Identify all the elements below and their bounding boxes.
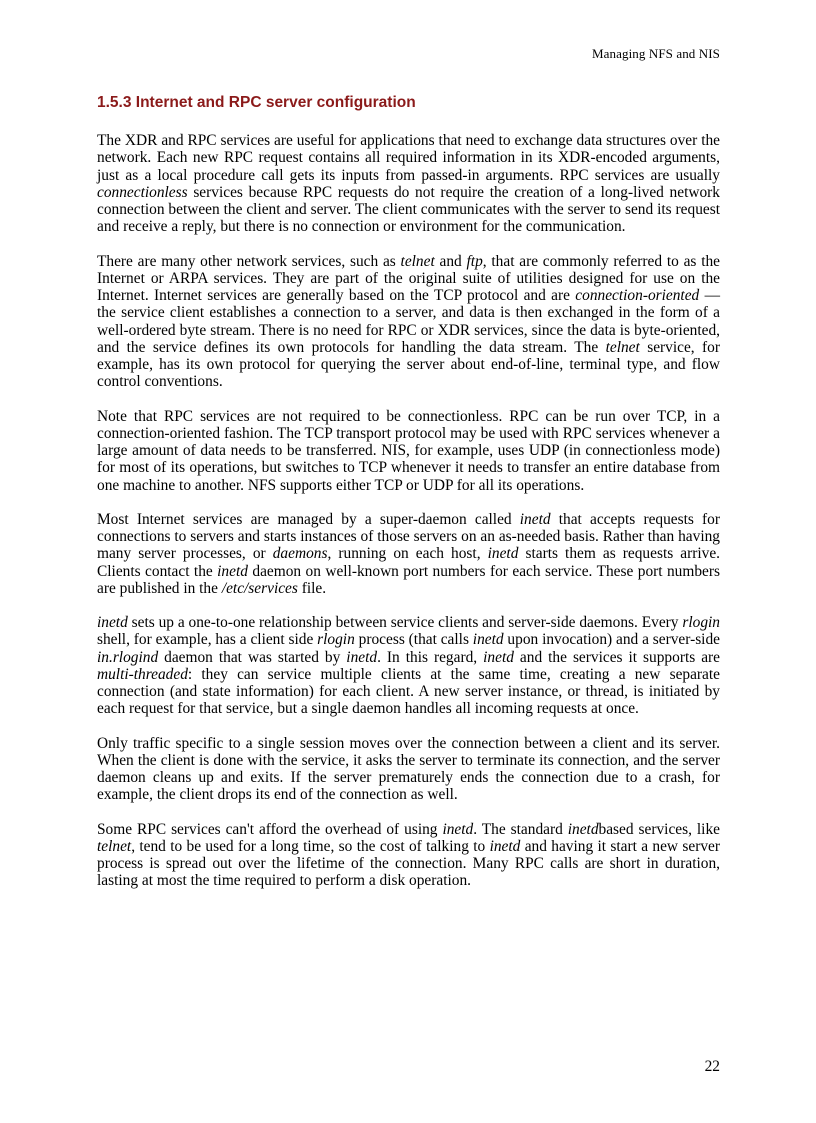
emphasis: inetd: [489, 837, 521, 855]
emphasis: inetd: [346, 648, 378, 666]
emphasis: connection-oriented: [575, 287, 700, 304]
text: and the services it supports are: [513, 648, 721, 666]
text: : they can service multiple clients at the same time, creating a new separate connection (and state information) for each client. A new server instance, or thread, is initiated by each request for that service, but a single daemon handles all incoming requests at once.: [97, 665, 720, 718]
emphasis: inetd: [217, 562, 248, 580]
text: daemon on well-known port numbers for each service. These port numbers are published in the: [97, 562, 720, 597]
text: Some RPC services can't afford the overhead of using: [97, 820, 443, 838]
emphasis: connectionless: [97, 183, 188, 201]
text: — the service client establishes a connection to a server, and data is then exchanged in the form of a well-ordered byte stream. There is no need for RPC or XDR services, since the data is byte-oriented, and the service defines its own protocols for handling the data stream. The: [97, 287, 720, 356]
paragraph-6: [97, 735, 720, 804]
text: process (that calls: [354, 631, 473, 649]
running-header: Managing NFS and NIS: [591, 46, 720, 61]
emphasis: ftp: [466, 252, 483, 270]
emphasis: inetd: [567, 820, 599, 838]
text: sets up a one-to-one relationship between service clients and server-side daemons. Every: [127, 614, 683, 631]
section-title: 1.5.3 Internet and RPC server configuration: [97, 94, 416, 111]
paragraph-3: [97, 408, 720, 494]
paragraph-5: [97, 614, 720, 718]
emphasis: telnet: [97, 837, 132, 855]
text: , running on each host,: [327, 545, 488, 563]
paragraph-7: [97, 821, 720, 890]
paragraph-1: [97, 132, 720, 236]
text: There are many other network services, such as: [97, 252, 401, 270]
paragraph-4: [97, 511, 720, 597]
emphasis: inetd: [442, 820, 474, 838]
emphasis: daemons: [272, 545, 328, 563]
text: daemon that was started by: [158, 648, 347, 666]
text: service, for example, has its own protocol for querying the server about end-of-line, terminal type, and flow control conventions.: [97, 338, 720, 391]
text: file.: [297, 579, 327, 597]
text: based services, like: [598, 820, 720, 838]
emphasis: inetd: [472, 631, 504, 649]
text: starts them as requests arrive. Clients contact the: [97, 545, 721, 580]
text: and having it start a new server process is spread out over the lifetime of the connection. Many RPC calls are short in duration, lasting at most the time required to perform a disk operation.: [97, 837, 720, 890]
body-text: [97, 132, 720, 907]
emphasis: telnet: [400, 252, 435, 270]
emphasis: telnet: [605, 338, 640, 356]
paragraph-2: [97, 253, 720, 391]
text: , tend to be used for a long time, so the cost of talking to: [131, 837, 490, 855]
emphasis: multi-threaded: [97, 665, 188, 683]
emphasis: inetd: [487, 545, 519, 563]
text: upon invocation) and a server-side: [503, 631, 720, 649]
emphasis: rlogin: [682, 614, 720, 631]
text: . The standard: [473, 820, 568, 838]
text: Most Internet services are managed by a super-daemon called: [97, 510, 520, 528]
emphasis: inetd: [519, 510, 551, 528]
emphasis: inetd: [97, 614, 128, 631]
emphasis: rlogin: [317, 631, 355, 649]
text: . In this regard,: [377, 648, 484, 666]
text: , that are commonly referred to as the Internet or ARPA services. They are part of the original suite of utilities designed for use on the Internet. Internet services are generally based on the TCP protocol and are: [97, 252, 720, 304]
text: that accepts requests for connections to servers and starts instances of those servers on an as-needed basis. Rather than having many server processes, or: [97, 510, 720, 563]
text: Note that RPC services are not required to be connectionless. RPC can be run over TCP, in a connection-oriented fashion. The TCP transport protocol may be used with RPC services whenever a large amount of data needs to be transferred. NIS, for example, uses UDP (in connectionless mode) for most of its operations, but switches to TCP whenever it needs to transfer an entire database from one machine to another. NFS supports either TCP or UDP for all its operations.: [97, 407, 720, 494]
text: Only traffic specific to a single session moves over the connection between a client and its server. When the client is done with the service, it asks the server to terminate its connection, and the server daemon cleans up and exits. If the server prematurely ends the connection due to a crash, for example, the client drops its end of the connection as well.: [97, 734, 720, 804]
emphasis: /etc/services: [221, 579, 298, 597]
text: The XDR and RPC services are useful for applications that need to exchange data structures over the network. Each new RPC request contains all required information in its XDR-encoded arguments, just as a local procedure call gets its inputs from passed-in arguments. RPC services are usually: [97, 132, 720, 184]
text: and: [434, 252, 467, 270]
text: services because RPC requests do not require the creation of a long-lived network connection between the client and server. The client communicates with the server to send its request and receive a reply, but there is no connection or environment for the communication.: [97, 183, 720, 236]
text: shell, for example, has a client side: [97, 631, 318, 649]
page-number: 22: [704, 1058, 720, 1075]
emphasis: in.rlogind: [97, 648, 159, 666]
emphasis: inetd: [483, 648, 514, 666]
